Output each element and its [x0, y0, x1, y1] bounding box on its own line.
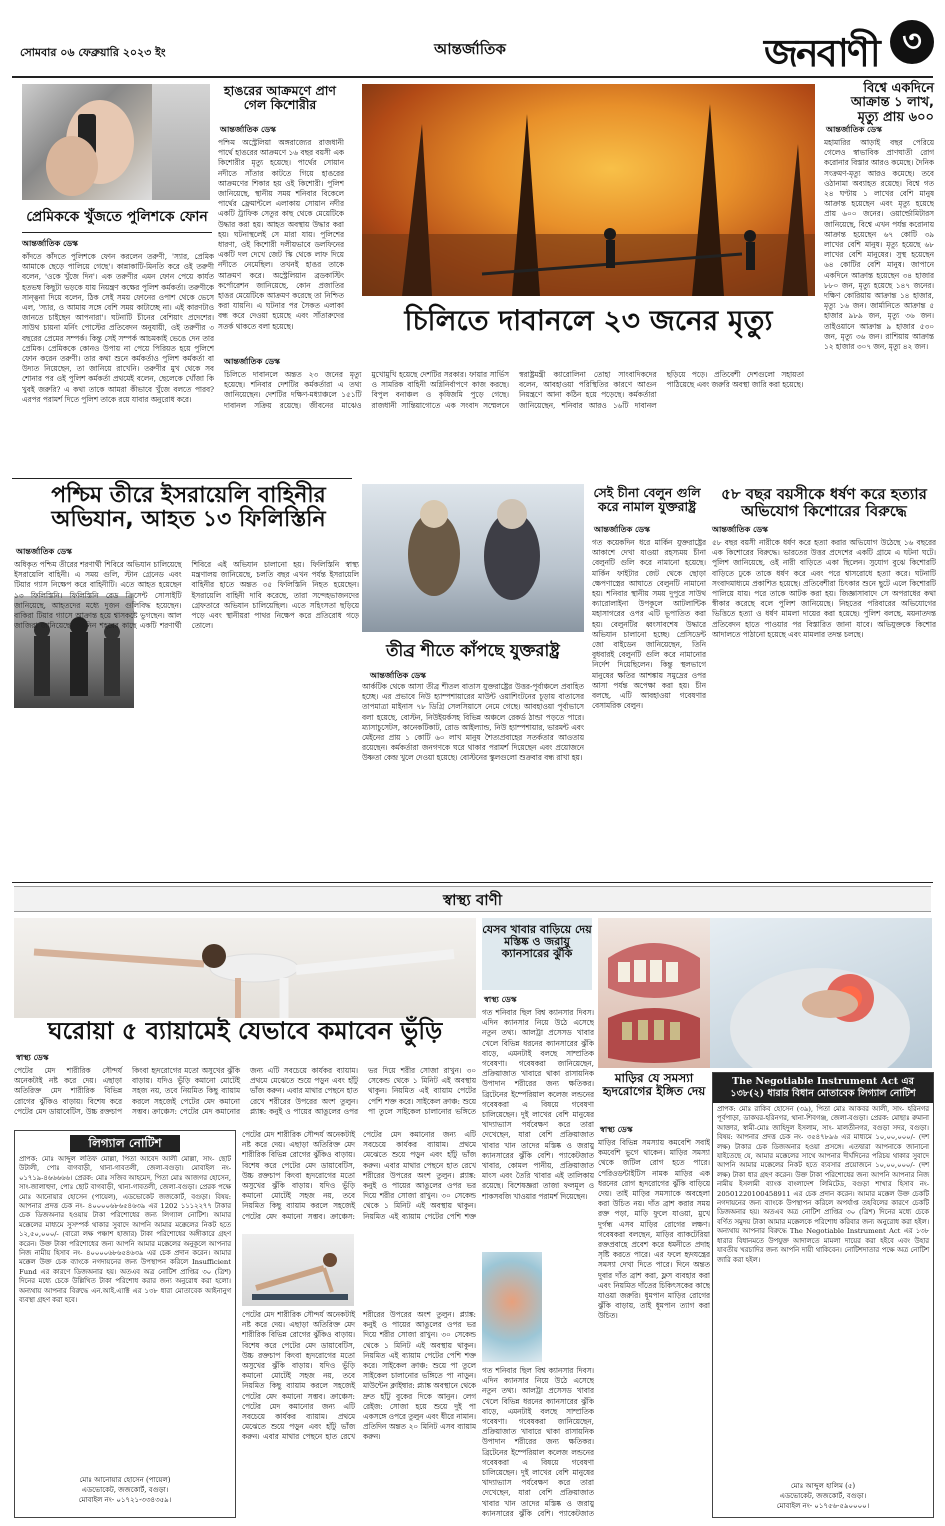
divider [12, 882, 933, 883]
story-cold-credit: আন্তর্জাতিক ডেস্ক [370, 671, 426, 680]
story-shark-text: পশ্চিম অস্ট্রেলিয়া অঙ্গরাজ্যের রাজধানী পার্থে হাঙরের আক্রমণে ১৬ বছর বয়সী এক কিশোরীর মৃত্যু হয়েছে। পার্থের সোয়ান নদীতে সাঁতার কাটতে গিয়ে হাঙরের আক্রমণের শিকার হয় ওই কিশোরী। পুলিশ জানিয়েছে, স্থানীয় সময় শনিবার বিকেলে পার্থের ফ্রেমান্টলে এলাকায় সোয়ান নদীর একটি ট্রাফিক সেতুর কাছ থেকে মেয়েটিকে উদ্ধার করা হয়। আহত অবস্থায় উদ্ধার করা হয়। ঘটনাস্থলেই সে মারা যায়। পুলিশের ধারণা, ওই কিশোরী দলীয়ভাবে ডলফিনের একটি দল দেখে জেট স্কি থেকে লাফ দিয়ে নদীতে নেমেছিল। তখনই হাঙর তাকে আক্রমণ করে। অস্ট্রেলিয়ান ব্রডকাস্টিং কর্পোরেশন জানিয়েছে, কোন প্রজাতির হাঙর মেয়েটিকে আক্রমণ করেছে তা নিশ্চিত করা যায়নি। এ ঘটনার পর সৈকত এলাকা বন্ধ করে দেওয়া হয়েছে এবং সাঁতারুদের সতর্ক থাকতে বলা হয়েছে। [218, 138, 344, 331]
story-balloon-title: সেই চীনা বেলুন গুলি করে নামাল যুক্তরাষ্ট্র [593, 485, 701, 514]
story-shark-credit: আন্তর্জাতিক ডেস্ক [220, 125, 276, 134]
divider [12, 478, 352, 479]
legal-notice-1-title: লিগ্যাল নোটিশ [70, 1135, 180, 1152]
gums-photo [598, 918, 710, 1068]
cancer-credit: স্বাস্থ্য ডেস্ক [484, 995, 517, 1004]
health-banner [14, 886, 931, 912]
story-teen-credit: আন্তর্জাতিক ডেস্ক [712, 525, 768, 534]
anatomy-photo [482, 1252, 542, 1362]
legal-notice-1-phone: মোবাইল নং- ০১৭২১-৩৩৪৩৫৯। [78, 1496, 172, 1504]
section-title: আন্তর্জাতিক [434, 40, 506, 58]
story-westbank-credit: আন্তর্জাতিক ডেস্ক [16, 547, 72, 556]
gums-credit: স্বাস্থ্য ডেস্ক [600, 1125, 633, 1134]
story-westbank-text: অধিকৃত পশ্চিম তীরের শরণার্থী শিবিরে অভিযান চালিয়েছে ইসরায়েলি বাহিনী। এ সময় গুলি, স্টান গ্রেনেড এবং টিয়ার গ্যাস নিক্ষেপ করে বাহিনীটি। এতে আহত হয়েছেন ১৩ ফিলিস্তিনি। ফিলিস্তিনি রেড ক্রিসেন্ট সোসাইটি জানিয়েছে, আহতদের মধ্যে দুজন গুলিবিদ্ধ হয়েছেন। বাকিরা টিয়ার গ্যাসে আক্রান্ত হয়ে শ্বাসকষ্টে ভুগছেন। আল জাজিরা জানিয়েছে, জেনিন শহরের কাছে একটি শরণার্থী শিবিরে এই অভিযান চালানো হয়। ফিলিস্তিনি স্বাস্থ্য মন্ত্রণালয় জানিয়েছে, চলতি বছর এখন পর্যন্ত ইসরায়েলি বাহিনীর হাতে অন্তত ৩৫ ফিলিস্তিনি নিহত হয়েছেন। ইসরায়েলি বাহিনী দাবি করেছে, তারা সন্দেহভাজনদের গ্রেফতারে অভিযান চালিয়েছিল। এতে সহিংসতা ছড়িয়ে পড়ে এবং স্থানীয়রা পাথর নিক্ষেপ করে প্রতিরোধ গড়ে তোলে। [14, 560, 359, 631]
divider [22, 232, 212, 233]
wildfire-image [362, 84, 815, 296]
plank-photo [242, 1234, 354, 1306]
page-header [0, 0, 945, 76]
legal-notice-2 [712, 1072, 934, 1518]
legal-notice-2-title: The Negotiable Instrument Act এর ১৩৮(২) ধারার বিধান মোতাবেক লিগ্যাল নোটিশ [713, 1073, 933, 1103]
brand-name: জনবাণী [764, 31, 879, 75]
exercise-credit: স্বাস্থ্য ডেস্ক [16, 1053, 49, 1062]
story-chile-title: চিলিতে দাবানলে ২৩ জনের মৃত্যু [404, 304, 773, 337]
page-number: ৩ [890, 20, 934, 64]
legal-notice-1-role: এডভোকেট, জজকোর্ট, বগুড়া। [81, 1486, 169, 1494]
legal-notice-2-phone: মোবাইল নং- ০১৭৫৬-৫৯০০০০। [776, 1502, 870, 1510]
story-world-title: বিশ্বে একদিনে আক্রান্ত ১ লাখ, মৃত্যু প্রায় ৬০০ [850, 81, 934, 125]
story-balloon-text: গত কয়েকদিন ধরে মার্কিন যুক্তরাষ্ট্রের আকাশে দেখা যাওয়া রহস্যময় চীনা বেলুনটি গুলি করে নামানো হয়েছে। মার্কিন ফাইটার জেট থেকে ছোড়া ক্ষেপণাস্ত্রের আঘাতে বেলুনটি নামানো হয়। শনিবার স্থানীয় সময় দুপুরে সাউথ ক্যারোলাইনা উপকূলে আটলান্টিক মহাসাগরের ওপর এটি ভূপাতিত করা হয়। বেলুনটির ধ্বংসাবশেষ উদ্ধারে অভিযান চালানো হচ্ছে। প্রেসিডেন্ট জো বাইডেন জানিয়েছেন, তিনি বুধবারই বেলুনটি গুলি করে নামানোর নির্দেশ দিয়েছিলেন। কিন্তু স্থলভাগে মানুষের ক্ষতির আশঙ্কায় সমুদ্রের ওপর আসা পর্যন্ত অপেক্ষা করা হয়। চীন বলছে, এটি আবহাওয়া গবেষণার বেসামরিক বেলুন। [592, 538, 706, 711]
winter-photo [362, 484, 584, 632]
gums-title: মাড়ির যে সমস্যা হৃদরোগের ইঙ্গিত দেয় [602, 1071, 706, 1099]
heart-pain-photo [710, 918, 932, 1068]
heart-pain-image [710, 918, 932, 1068]
gums-image [598, 918, 710, 1068]
exercise-title: ঘরোয়া ৫ ব্যায়ামেই যেভাবে কমাবেন ভুঁড়ি [47, 1017, 443, 1045]
story-cold-text: আর্কটিক থেকে আসা তীব্র শীতল বাতাস যুক্তরাষ্ট্রের উত্তর-পূর্বাঞ্চলে প্রবাহিত হচ্ছে। এর প্রভাবে নিউ হ্যাম্পশায়ারের মাউন্ট ওয়াশিংটনের চূড়ায় বাতাসের তাপমাত্রা মাইনাস ৭৮ ডিগ্রি সেলসিয়াসে নেমে গেছে। আবহাওয়া পূর্বাভাসে বলা হয়েছে, বোস্টন, নিউইয়র্কসহ বিভিন্ন অঞ্চলে রেকর্ড ঠান্ডা পড়তে পারে। ম্যাসাচুসেটস, কানেকটিকাট, রোড আইল্যান্ড, নিউ হ্যাম্পশায়ার, ভারমন্ট এবং মেইনের প্রায় ১ কোটি ৬০ লাখ মানুষ শৈত্যপ্রবাহের সতর্কতার আওতায় রয়েছেন। কর্মকর্তারা জনগণকে ঘরে থাকার পরামর্শ দিয়েছেন এবং প্রয়োজনে উষ্ণতা কেন্দ্র খুলে দেওয়া হয়েছে। বোস্টনের স্কুলগুলো শুক্রবার বন্ধ রাখা হয়। [362, 682, 584, 763]
cancer-title-box [482, 918, 592, 990]
header-date: সোমবার ০৬ ফেব্রুয়ারি ২০২৩ ইং [20, 46, 166, 59]
legal-notice-2-signer: মোঃ আব্দুল হালিম (৫) [790, 1482, 856, 1490]
exercise-text-lower: পেটের মেদ শারীরিক সৌন্দর্য অনেকটাই নষ্ট করে দেয়। এছাড়া অতিরিক্ত মেদ শারীরিক বিভিন্ন রোগের ঝুঁকিও বাড়ায়। বিশেষ করে পেটের মেদ ডায়াবেটিস, উচ্চ রক্তচাপ কিংবা হৃদরোগের মতো অসুখের ঝুঁকি বাড়ায়। যদিও ভুঁড়ি কমানো মোটেই সহজ নয়, তবে নিয়মিত কিছু ব্যায়াম করলে সহজেই পেটের মেদ কমানো সম্ভব। ক্রাঞ্চেস: পেটের মেদ কমানোর জন্য এটি সবচেয়ে কার্যকর ব্যায়াম। প্রথমে মেঝেতে শুয়ে পড়ুন এবং হাঁটু ভাঁজ করুন। এবার মাথার পেছনে হাত রেখে শরীরের উপরের অংশ তুলুন। প্ল্যাঙ্ক: কনুই ও পায়ের আঙুলের ওপর ভর দিয়ে শরীর সোজা রাখুন। ৩০ সেকেন্ড থেকে ১ মিনিট এই অবস্থায় থাকুন। নিয়মিত এই ব্যায়াম পেটের পেশি শক্ত করে। সাইকেল ক্রাঞ্চ: শুয়ে পা তুলে সাইকেল চালানোর ভঙ্গিতে পা নাড়ুন। মাউন্টেন ক্লাইম্বার: প্ল্যাঙ্ক অবস্থানে থেকে দ্রুত হাঁটু বুকের দিকে আনুন। লেগ রেইজ: সোজা হয়ে শুয়ে দুই পা একসঙ্গে ওপরে তুলুন এবং ধীরে নামান। প্রতিদিন অন্তত ২০ মিনিট এসব ব্যায়াম করুন। [242, 1310, 476, 1442]
story-teen-text: ৫৮ বছর বয়সী নারীকে ধর্ষণ করে হত্যা করার অভিযোগ উঠেছে ১৬ বছরের এক কিশোরের বিরুদ্ধে। ভারতের উত্তর প্রদেশের একটি গ্রামে এ ঘটনা ঘটে। পুলিশ জানিয়েছে, ওই নারী বাড়িতে একা ছিলেন। সুযোগ বুঝে কিশোরটি বাড়িতে ঢুকে তাকে ধর্ষণ করে এবং পরে শ্বাসরোধে হত্যা করে। ঘটনাটি সংবাদমাধ্যমে প্রকাশিত হয়েছে। প্রতিবেশীরা চিৎকার শুনে ছুটে এলে কিশোরটি পালিয়ে যায়। পরে তাকে আটক করা হয়। জিজ্ঞাসাবাদে সে অপরাধের কথা স্বীকার করেছে বলে পুলিশ জানিয়েছে। নিহতের পরিবারের অভিযোগের ভিত্তিতে হত্যা ও ধর্ষণ মামলা দায়ের করা হয়েছে। পুলিশ বলছে, ময়নাতদন্ত প্রতিবেদন হাতে পাওয়ার পর বিস্তারিত জানা যাবে। অভিযুক্তকে কিশোর আদালতে পাঠানো হয়েছে এবং মামলার তদন্ত চলছে। [712, 538, 936, 639]
cancer-title: যেসব খাবার বাড়িয়ে দেয় মস্তিষ্ক ও জরায়ু ক্যানসারের ঝুঁকি [482, 923, 592, 961]
story-world-text: মহামারির আড়াই বছর পেরিয়ে গেলেও স্বাভাবিক প্রাণঘাতী রোগ করোনার বিস্তার আরও কমেছে। দৈনিক সংক্রমণ-মৃত্যু আরও কমেছে। তবে ওঠানামা অব্যাহত রয়েছে। বিশ্বে গত ২৪ ঘণ্টায় ১ লাখের বেশি মানুষ আক্রান্ত হয়েছেন এবং মৃত্যু হয়েছে প্রায় ৬০০ জনের। ওয়ার্ল্ডোমিটারস জানিয়েছে, বিশ্বে এখন পর্যন্ত করোনায় আক্রান্ত হয়েছেন ৬৭ কোটি ৩৯ লাখের বেশি মানুষ। মৃত্যু হয়েছে ৬৮ লাখের বেশি মানুষের। সুস্থ হয়েছেন ৬৪ কোটির বেশি মানুষ। জাপানে একদিনে আক্রান্ত হয়েছেন ৩৪ হাজার ৮৮০ জন, মৃত্যু হয়েছে ১৪৭ জনের। দক্ষিণ কোরিয়ায় আক্রান্ত ১৪ হাজার, মৃত্যু ১৬ জন। জার্মানিতে আক্রান্ত ৫ হাজার ৯৮৯ জন, মৃত্যু ৩৬ জন। তাইওয়ানে আক্রান্ত ৯ হাজার ৫৩০ জন, মৃত্যু ৩৬ জন। রাশিয়ায় আক্রান্ত ১২ হাজার ৩০৭ জন, মৃত্যু ৪২ জন। [824, 138, 934, 352]
health-banner-title: স্বাস্থ্য বাণী [442, 891, 503, 909]
story-teen-title: ৫৮ বছর বয়সীকে ধর্ষণ করে হত্যার অভিযোগ কিশোরের বিরুদ্ধে [721, 485, 927, 520]
story-chile-credit: আন্তর্জাতিক ডেস্ক [224, 357, 280, 366]
winter-image [362, 484, 584, 632]
header-rule [12, 76, 933, 78]
legal-notice-1 [14, 1130, 236, 1518]
story-girlfriend-credit: আন্তর্জাতিক ডেস্ক [22, 239, 78, 248]
legal-notice-2-role: এডভোকেট, জজকোর্ট, বগুড়া। [779, 1492, 867, 1500]
legal-notice-1-signer: মোঃ আনোয়ার হোসেন (পায়েল) [79, 1476, 171, 1484]
exercise-text-col: পেটের মেদ শারীরিক সৌন্দর্য অনেকটাই নষ্ট করে দেয়। এছাড়া অতিরিক্ত মেদ শারীরিক বিভিন্ন রোগের ঝুঁকিও বাড়ায়। বিশেষ করে পেটের মেদ ডায়াবেটিস, উচ্চ রক্তচাপ কিংবা হৃদরোগের মতো অসুখের ঝুঁকি বাড়ায়। যদিও ভুঁড়ি কমানো মোটেই সহজ নয়, তবে নিয়মিত কিছু ব্যায়াম করলে সহজেই পেটের মেদ কমানো সম্ভব। ক্রাঞ্চেস: পেটের মেদ কমানোর জন্য এটি সবচেয়ে কার্যকর ব্যায়াম। প্রথমে মেঝেতে শুয়ে পড়ুন এবং হাঁটু ভাঁজ করুন। এবার মাথার পেছনে হাত রেখে শরীরের উপরের অংশ তুলুন। প্ল্যাঙ্ক: কনুই ও পায়ের আঙুলের ওপর ভর দিয়ে শরীর সোজা রাখুন। ৩০ সেকেন্ড থেকে ১ মিনিট এই অবস্থায় থাকুন। নিয়মিত এই ব্যায়াম পেটের পেশি শক্ত [242, 1130, 476, 1221]
legal-notice-2-text: প্রাপক: মোঃ রাকিব হোসেন (৩৯), পিতা মোঃ আকবর আলী, সাং- হরিনগর পূর্বপাড়া, ডাকঘর-হরিনগর, থানা-শিবগঞ্জ, জেলা-বগুড়া। প্রেরক: মোছাঃ রুমানা আক্তার, স্বামী-মোঃ জাহিদুল ইসলাম, সাং- মালতীনগর, বগুড়া সদর, বগুড়া। বিষয়: আপনার প্রদত্ত চেক নং- ৩৫৪৭৮৯৬ এর মাধ্যমে ১০,০০,০০০/- (দশ লক্ষ) টাকার চেক ডিজঅনার হওয়া প্রসঙ্গে। এতদ্বারা আপনাকে জানানো যাইতেছে যে, আমার মক্কেলের সাথে আপনার দীর্ঘদিনের পরিচয় থাকার সুবাদে আপনি আমার মক্কেলের নিকট হতে ব্যবসার প্রয়োজনে ১০,০০,০০০/- (দশ লক্ষ) টাকা ধার গ্রহণ করেন। উক্ত টাকা পরিশোধের জন্য আপনি আপনার নিজ নামীয় ইসলামী ব্যাংক বাংলাদেশ লিমিটেড, বগুড়া শাখার হিসাব নং- 20501220100458911 এর চেক প্রদান করেন। আমার মক্কেল উক্ত চেকটি নগদায়নের জন্য ব্যাংকে উপস্থাপন করিলে অপর্যাপ্ত তহবিলের কারণে চেকটি ডিজঅনার হয়। অতএব অত্র নোটিশ প্রাপ্তির ৩০ (ত্রিশ) দিনের মধ্যে চেকে বর্ণিত সমুদয় টাকা আমার মক্কেলকে পরিশোধ করিবার জন্য অনুরোধ করা হইল। অন্যথায় আপনার বিরুদ্ধে The Negotiable Instrument Act এর ১৩৮ ধারার বিধানমতে উপযুক্ত আদালতে মামলা দায়ের করা হইবে এবং উহার যাবতীয় খরচাদির জন্য আপনি দায়ী থাকিবেন। নোটিশদাতার পক্ষে অত্র নোটিশ জারি করা হইল। [717, 1105, 929, 1264]
cancer-text-lower: গত শনিবার ছিল বিশ্ব ক্যানসার দিবস। এদিন ক্যানসার নিয়ে উঠে এসেছে নতুন তথ্য। আলট্রা প্রসেসড খাবার খেলে বিভিন্ন ধরনের ক্যানসারের ঝুঁকি বাড়ে, এমনটাই বলছে সাম্প্রতিক গবেষণা। গবেষকরা জানিয়েছেন, প্রক্রিয়াজাত খাবারে থাকা রাসায়নিক উপাদান শরীরের জন্য ক্ষতিকর। ব্রিটেনের ইম্পেরিয়াল কলেজ লন্ডনের গবেষকরা এ বিষয়ে গবেষণা চালিয়েছেন। দুই লাখের বেশি মানুষের খাদ্যাভ্যাস পর্যবেক্ষণ করে তারা দেখেছেন, যারা বেশি প্রক্রিয়াজাত খাবার খান তাদের মস্তিষ্ক ও জরায়ু ক্যানসারের ঝুঁকি বেশি। প্যাকেটজাত [482, 1366, 594, 1518]
yoga-image [14, 918, 476, 1018]
story-shark-title: হাঙরের আক্রমণে প্রাণ গেল কিশোরীর [224, 83, 336, 112]
gums-text: মাড়ির বিভিন্ন সমস্যায় কমবেশি সবাই কমবেশি ভুগে থাকেন। মাড়ির সমস্যা থেকে জটিল রোগ হতে পারে। পেরিওডন্টাইটিস নামক মাড়ির এক ধরনের রোগ হৃদরোগের ঝুঁকি বাড়িয়ে দেয়। তাই মাড়ির সমস্যাকে অবহেলা করা উচিত নয়। দাঁত ব্রাশ করার সময় রক্ত পড়া, মাড়ি ফুলে যাওয়া, মুখে দুর্গন্ধ এসব মাড়ির রোগের লক্ষণ। গবেষকরা বলছেন, মাড়ির ব্যাকটেরিয়া রক্তপ্রবাহে প্রবেশ করে ধমনীতে প্রদাহ সৃষ্টি করতে পারে। এর ফলে হৃদযন্ত্রের সমস্যা দেখা দিতে পারে। দিনে অন্তত দুবার দাঁত ব্রাশ করা, ফ্লস ব্যবহার করা এবং নিয়মিত দাঁতের চিকিৎসকের কাছে যাওয়া জরুরি। ধূমপান মাড়ির রোগের ঝুঁকি বাড়ায়, তাই ধূমপান ত্যাগ করা উচিত। [598, 1138, 710, 1321]
wildfire-photo [362, 84, 815, 296]
phone-woman-photo [22, 84, 152, 200]
yoga-photo [14, 918, 476, 1018]
cancer-text: গত শনিবার ছিল বিশ্ব ক্যানসার দিবস। এদিন ক্যানসার নিয়ে উঠে এসেছে নতুন তথ্য। আলট্রা প্রসেসড খাবার খেলে বিভিন্ন ধরনের ক্যানসারের ঝুঁকি বাড়ে, এমনটাই বলছে সাম্প্রতিক গবেষণা। গবেষকরা জানিয়েছেন, প্রক্রিয়াজাত খাবারে থাকা রাসায়নিক উপাদান শরীরের জন্য ক্ষতিকর। ব্রিটেনের ইম্পেরিয়াল কলেজ লন্ডনের গবেষকরা এ বিষয়ে গবেষণা চালিয়েছেন। দুই লাখের বেশি মানুষের খাদ্যাভ্যাস পর্যবেক্ষণ করে তারা দেখেছেন, যারা বেশি প্রক্রিয়াজাত খাবার খান তাদের মস্তিষ্ক ও জরায়ু ক্যানসারের ঝুঁকি বেশি। প্যাকেটজাত খাবার, কোমল পানীয়, প্রক্রিয়াজাত মাংস এবং তৈরি খাবার এই তালিকায় রয়েছে। বিশেষজ্ঞরা তাজা ফলমূল ও শাকসবজি খাওয়ার পরামর্শ দিয়েছেন। [482, 1008, 594, 1201]
story-girlfriend-text: কাঁদতে কাঁদতে পুলিশকে ফোন করলেন তরুণী, 'স্যার, প্রেমিক আমাকে ছেড়ে পালিয়ে গেছে'। কান্নাকাটি-মিনতি করে ওই তরুণী বলেন, 'ওকে খুঁজে দিন'। এক তরুণীর এমন ফোন পেয়ে কার্যত হতভম্ব কিছুটা ভড়কে যায় নিয়ন্ত্রণ কক্ষের পুলিশ কর্মকর্তা। তরুণীকে সান্ত্বনা দিয়ে বলেন, ঠিক সেই সময় ফোনের ওপাশ থেকে ভেসে এল, 'স্যার, ও আমায় সঙ্গে বেশি সময় কাটাচ্ছে না। এই কারণটাও জানতে চাইছেন আপনারা'। ঘটনাটি চীনের বেশিয়াং প্রদেশের। সাউথ চায়না মর্নিং পোস্টের প্রতিবেদন অনুযায়ী, ওই তরুণীর ৩ বছরের প্রেমের সম্পর্ক। কিন্তু সেই সম্পর্ক আচমকাই ভেঙে দেন তার প্রেমিক। প্রেমিককে কোনও উপায় না পেয়ে পিরিয়ত হয়ে পুলিশে ফোন করেন তরুণী। তার কথা শুনে কর্মকর্তাও পুলিশ কর্মকর্তা বা উদ্যত নিয়েছেন, তা জানিয়ে রাখেনি। তরুণীর মুখ থেকে সব শোনার পর ওই পুলিশ কর্মকর্তা প্রথমেই বলেন, ছেলেকে খোঁজা কি খুবই জরুরি? এ কথা তাকে আমরা কীভাবে খুঁজে বলতে পারব? এরপর পরামর্শ দিতে পুলিশ তাকে রয়ে যাবার অনুরোধ করে। [22, 252, 214, 404]
brand-logo [764, 20, 934, 75]
story-girlfriend-title: প্রেমিককে খুঁজতে পুলিশকে ফোন [26, 209, 208, 225]
plank-image [242, 1234, 354, 1306]
story-world-credit: আন্তর্জাতিক ডেস্ক [826, 125, 882, 134]
legal-notice-1-text: প্রাপক: মোঃ আব্দুল লতিফ মোল্লা, পিতা আবেদ আলী মোল্লা, সাং- ছোট উটালী, পোঃ বাগবাড়ী, থানা-গাবতলী, জেলা-বগুড়া। মোবাইল নং- ০১৭১৯-৪৬৬৬৬৬। প্রেরক: মোঃ সজিব আহমেদ, পিতা মোঃ আজগর হোসেন, সাং-জালাহুদা, পোঃ ছোট বাগবাড়ী, থানা-গাবতলী, জেলা-বগুড়া। প্রেরক পক্ষে মোঃ আনোয়ার হোসেন (পায়েল), এডভোকেট জজকোর্ট, বগুড়া। বিষয়: আপনার প্রদত্ত চেক নং- ৪০০০০৬৮৬৫৪৬৩৯ এর 1202 ১১১২২৭৭ টাকার চেক ডিজঅনার হওয়ায় টাকা পরিশোধের জন্য লিগ্যাল নোটিশ। আমার মক্কেলের মাধ্যমে সুসম্পর্ক থাকার সুবাদে আপনি আমার মক্কেলের নিকট হতে ১২,৫০,০০০/- (বারো লক্ষ পঞ্চাশ হাজার) টাকা পরিশোধের অঙ্গীকারে গ্রহণ করেন। উক্ত টাকা পরিশোধের জন্য আপনি আমার মক্কেলের অনুকূলে আপনার নিজ নামীয় হিসাব নং- ৪০০০০৬৮৬৫৪৬৩৯ এর চেক প্রদান করেন। আমার মক্কেল উক্ত চেক ব্যাংকে নগদায়নের জন্য উপস্থাপন করিলে Insufficient Fund এর কারণে ডিজঅনার হয়। অতএব অত্র নোটিশ প্রাপ্তির ৩০ (ত্রিশ) দিনের মধ্যে চেকে উল্লিখিত টাকা পরিশোধ করার জন্য অনুরোধ করা হলো। অন্যথায় আপনার বিরুদ্ধে এন.আই.এ্যাক্ট এর ১৩৮ ধারা মোতাবেক আইনানুগ ব্যবস্থা গ্রহণ করা হবে। [19, 1155, 231, 1305]
story-cold-title: তীব্র শীতে কাঁপছে যুক্তরাষ্ট্র [386, 641, 560, 660]
phone-woman-photo-2 [152, 84, 210, 200]
exercise-text: পেটের মেদ শারীরিক সৌন্দর্য অনেকটাই নষ্ট করে দেয়। এছাড়া অতিরিক্ত মেদ শারীরিক বিভিন্ন রোগের ঝুঁকিও বাড়ায়। বিশেষ করে পেটের মেদ ডায়াবেটিস, উচ্চ রক্তচাপ কিংবা হৃদরোগের মতো অসুখের ঝুঁকি বাড়ায়। যদিও ভুঁড়ি কমানো মোটেই সহজ নয়, তবে নিয়মিত কিছু ব্যায়াম করলে সহজেই পেটের মেদ কমানো সম্ভব। ক্রাঞ্চেস: পেটের মেদ কমানোর জন্য এটি সবচেয়ে কার্যকর ব্যায়াম। প্রথমে মেঝেতে শুয়ে পড়ুন এবং হাঁটু ভাঁজ করুন। এবার মাথার পেছনে হাত রেখে শরীরের উপরের অংশ তুলুন। প্ল্যাঙ্ক: কনুই ও পায়ের আঙুলের ওপর ভর দিয়ে শরীর সোজা রাখুন। ৩০ সেকেন্ড থেকে ১ মিনিট এই অবস্থায় থাকুন। নিয়মিত এই ব্যায়াম পেটের পেশি শক্ত করে। সাইকেল ক্রাঞ্চ: শুয়ে পা তুলে সাইকেল চালানোর ভঙ্গিতে [14, 1066, 476, 1116]
phone-woman-image [22, 84, 152, 200]
story-balloon-credit: আন্তর্জাতিক ডেস্ক [594, 525, 650, 534]
story-westbank-title: পশ্চিম তীরে ইসরায়েলি বাহিনীর অভিযান, আহত ১৩ ফিলিস্তিনি [51, 483, 326, 533]
story-chile-text: চিলিতে দাবানলে অন্তত ২৩ জনের মৃত্যু হয়েছে। শনিবার দেশটির কর্মকর্তারা এ তথ্য জানিয়েছেন। দেশটির দক্ষিণ-মধ্যাঞ্চলে ১৫১টি দাবানল সক্রিয় রয়েছে। জীবনের মাঝেও মুখোমুখি হয়েছে দেশটির সরকার। ফায়ার সার্ভিস ও সামরিক বাহিনী অগ্নিনির্বাপণে কাজ করছে। বিপুল বনাঞ্চল ও কৃষিজমি পুড়ে গেছে। রাজধানী সান্তিয়াগোতে এক সংবাদ সম্মেলনে স্বরাষ্ট্রমন্ত্রী ক্যারোলিনা তোহা সাংবাদিকদের বলেন, আবহাওয়া পরিস্থিতির কারণে আগুন নিয়ন্ত্রণে আনা কঠিন হয়ে পড়েছে। কর্মকর্তারা জানিয়েছেন, শনিবার আরও ১৬টি দাবানল ছড়িয়ে পড়ে। প্রতিবেশী দেশগুলো সহায়তা পাঠিয়েছে এবং জরুরি অবস্থা জারি করা হয়েছে। [224, 370, 804, 410]
